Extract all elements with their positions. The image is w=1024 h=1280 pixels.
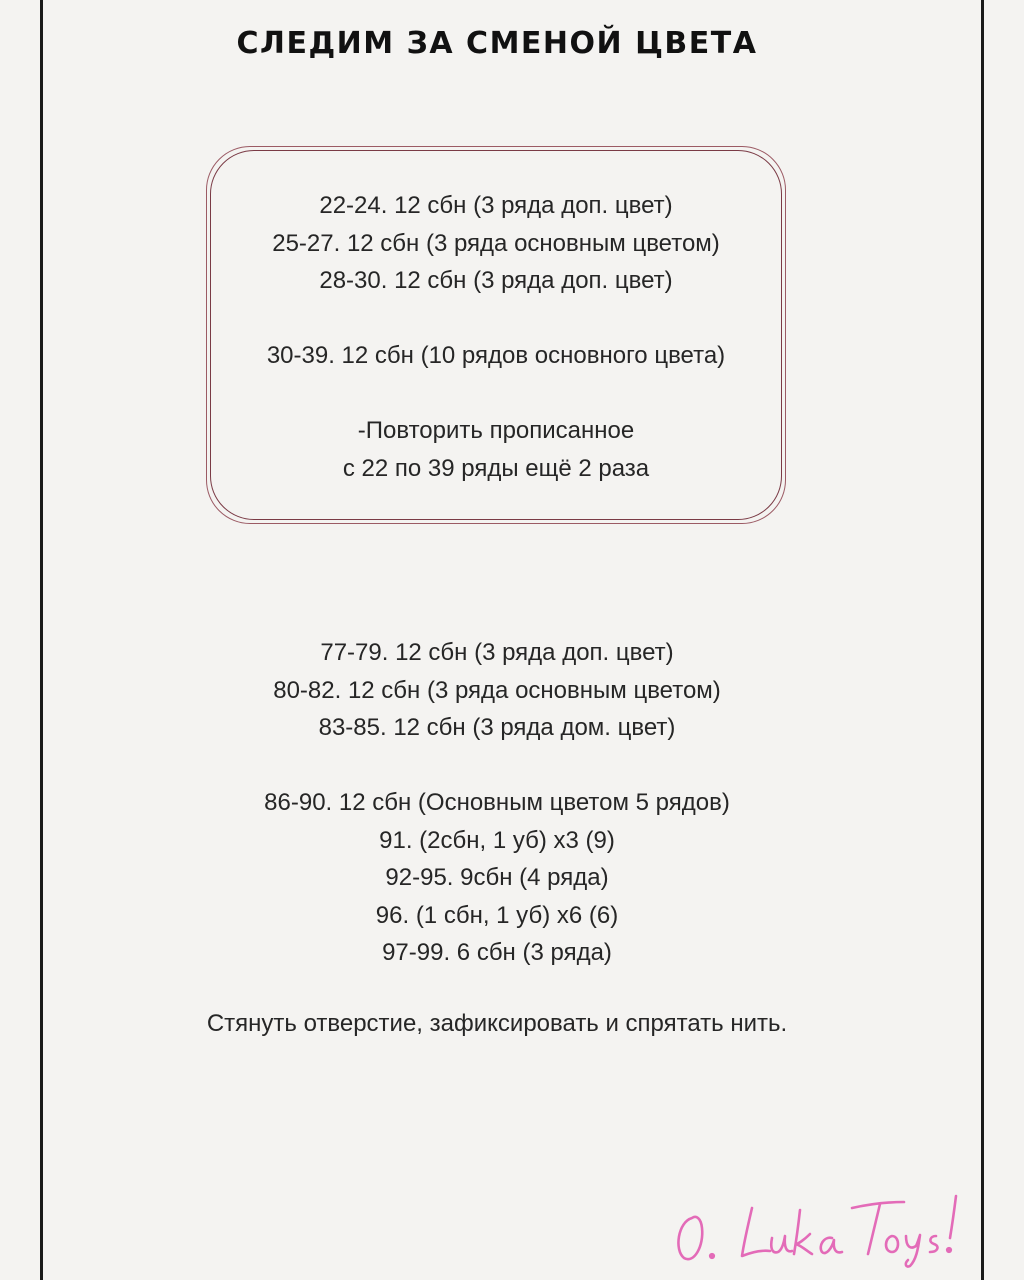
color-change-box: [210, 187, 782, 487]
section-spacer: [0, 747, 994, 785]
box-row: 28-30. 12 сбн (3 ряда доп. цвет): [319, 267, 673, 294]
pattern-row: 96. (1 сбн, 1 уб) х6 (6): [375, 901, 619, 929]
box-note: с 22 по 39 ряды ещё 2 раза: [342, 454, 650, 482]
pattern-row: 77-79. 12 сбн (3 ряда доп. цвет): [320, 639, 674, 666]
box-note: -Повторить прописанное: [357, 417, 635, 444]
pattern-row: 86-90. 12 сбн (Основным цветом 5 рядов): [264, 789, 730, 816]
box-spacer: [210, 300, 782, 338]
pattern-row: 97-99. 6 сбн (3 ряда): [382, 939, 612, 966]
box-row: 25-27. 12 сбн (3 ряда основным цветом): [272, 229, 720, 257]
pattern-row: 92-95. 9сбн (4 ряда): [385, 864, 609, 891]
box-row: 30-39. 12 сбн (10 рядов основного цвета): [266, 342, 726, 369]
page-title: СЛЕДИМ ЗА СМЕНОЙ ЦВЕТА: [236, 26, 758, 61]
box-row: 22-24. 12 сбн (3 ряда доп. цвет): [319, 192, 673, 219]
final-instruction: Стянуть отверстие, зафиксировать и спрятать нить.: [206, 1010, 788, 1037]
pattern-row: 80-82. 12 сбн (3 ряда основным цветом): [273, 676, 721, 704]
box-spacer: [210, 375, 782, 413]
pattern-row: 83-85. 12 сбн (3 ряда дом. цвет): [318, 714, 676, 741]
signature-logo: [660, 1180, 980, 1270]
rows-section: [0, 634, 994, 972]
pattern-row: 91. (2сбн, 1 уб) х3 (9): [379, 826, 615, 854]
